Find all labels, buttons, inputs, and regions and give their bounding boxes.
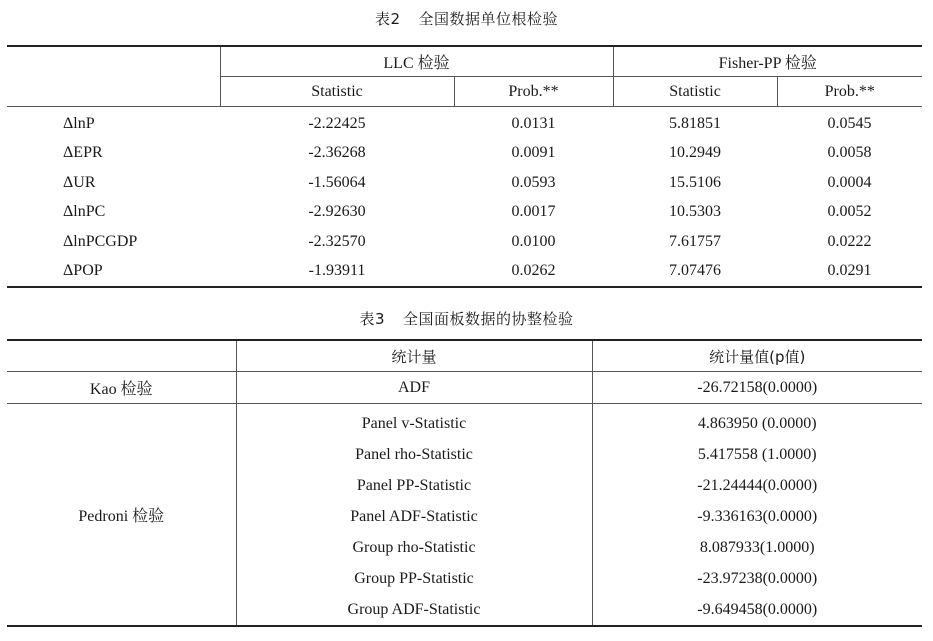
cointegration-test-table: [7, 339, 922, 627]
pedroni-value: -21.24444(0.0000): [592, 470, 922, 501]
table3-caption: [0, 308, 933, 329]
table3-caption-number: 表3: [359, 310, 386, 328]
llc-prob: 0.0017: [511, 203, 556, 221]
pedroni-statistic: Panel PP-Statistic: [236, 470, 592, 501]
llc-prob: 0.0100: [511, 232, 556, 250]
llc-prob: 0.0593: [511, 173, 556, 191]
table-row: [7, 404, 922, 440]
table3-caption-title: 全国面板数据的协整检验: [403, 310, 574, 328]
llc-statistic: -1.93911: [220, 257, 454, 288]
pedroni-statistic: Panel rho-Statistic: [236, 439, 592, 470]
pp-statistic-header: Statistic: [613, 77, 777, 107]
llc-statistic-header: Statistic: [220, 77, 454, 107]
llc-prob: 0.0262: [454, 257, 613, 288]
pedroni-statistic: Panel v-Statistic: [236, 404, 592, 440]
pp-prob-header: Prob.**: [777, 77, 922, 107]
table-row: [7, 168, 922, 198]
pp-statistic: 10.2949: [669, 144, 722, 162]
table2-caption: [0, 8, 933, 29]
kao-statistic: ADF: [236, 372, 592, 404]
pedroni-value: 8.087933(1.0000): [592, 532, 922, 563]
pedroni-value: -9.336163(0.0000): [592, 501, 922, 532]
pp-statistic: 15.5106: [669, 173, 722, 191]
table2-caption-number: 表2: [374, 10, 401, 28]
pp-prob: 0.0052: [827, 203, 872, 221]
table2-caption-title: 全国数据单位根检验: [418, 10, 559, 28]
pp-prob: 0.0291: [777, 257, 922, 288]
pedroni-value: -9.649458(0.0000): [592, 594, 922, 626]
pp-statistic: 7.61757: [669, 232, 722, 250]
table2-corner-cell: [7, 46, 220, 77]
table2-corner-cell-2: [7, 77, 220, 107]
variable-name: ΔUR: [63, 173, 96, 191]
pp-statistic: 5.81851: [669, 114, 722, 132]
pedroni-value: 4.863950 (0.0000): [592, 404, 922, 440]
pp-prob: 0.0545: [827, 114, 872, 132]
table-row: [7, 227, 922, 257]
variable-name: ΔlnPC: [63, 203, 106, 221]
pedroni-statistic: Group rho-Statistic: [236, 532, 592, 563]
pp-statistic: 10.5303: [669, 203, 722, 221]
unit-root-test-table: [7, 45, 922, 288]
table-row: [7, 198, 922, 228]
pedroni-statistic: Panel ADF-Statistic: [236, 501, 592, 532]
pedroni-value: -23.97238(0.0000): [592, 563, 922, 594]
pp-prob: 0.0222: [827, 232, 872, 250]
llc-statistic: -2.22425: [308, 114, 366, 132]
variable-name: ΔPOP: [7, 257, 220, 288]
llc-statistic: -1.56064: [308, 173, 366, 191]
variable-name: ΔlnP: [63, 114, 95, 132]
table-row: [7, 139, 922, 169]
kao-test-label: Kao 检验: [7, 372, 236, 404]
kao-row: [7, 372, 922, 404]
llc-prob-header: Prob.**: [454, 77, 613, 107]
pedroni-statistic: Group ADF-Statistic: [236, 594, 592, 626]
llc-prob: 0.0091: [511, 144, 556, 162]
variable-name: ΔEPR: [63, 144, 103, 162]
table2-sub-header-row: [7, 77, 922, 107]
llc-statistic: -2.32570: [308, 232, 366, 250]
value-header: 统计量值(p值): [592, 340, 922, 372]
table3-header-row: [7, 340, 922, 372]
kao-value: -26.72158(0.0000): [592, 372, 922, 404]
pp-prob: 0.0058: [827, 144, 872, 162]
pedroni-value: 5.417558 (1.0000): [592, 439, 922, 470]
llc-statistic: -2.36268: [308, 144, 366, 162]
fisher-pp-group-header: Fisher-PP 检验: [613, 46, 922, 77]
llc-prob: 0.0131: [511, 114, 556, 132]
table3-corner-cell: [7, 340, 236, 372]
pedroni-test-label: Pedroni 检验: [7, 404, 236, 627]
pedroni-statistic: Group PP-Statistic: [236, 563, 592, 594]
table2-group-header-row: [7, 46, 922, 77]
pp-prob: 0.0004: [827, 173, 872, 191]
llc-group-header: LLC 检验: [220, 46, 613, 77]
table-row: [7, 257, 922, 288]
pp-statistic: 7.07476: [613, 257, 777, 288]
statistic-header: 统计量: [236, 340, 592, 372]
table-row: [7, 107, 922, 139]
llc-statistic: -2.92630: [308, 203, 366, 221]
variable-name: ΔlnPCGDP: [63, 232, 138, 250]
